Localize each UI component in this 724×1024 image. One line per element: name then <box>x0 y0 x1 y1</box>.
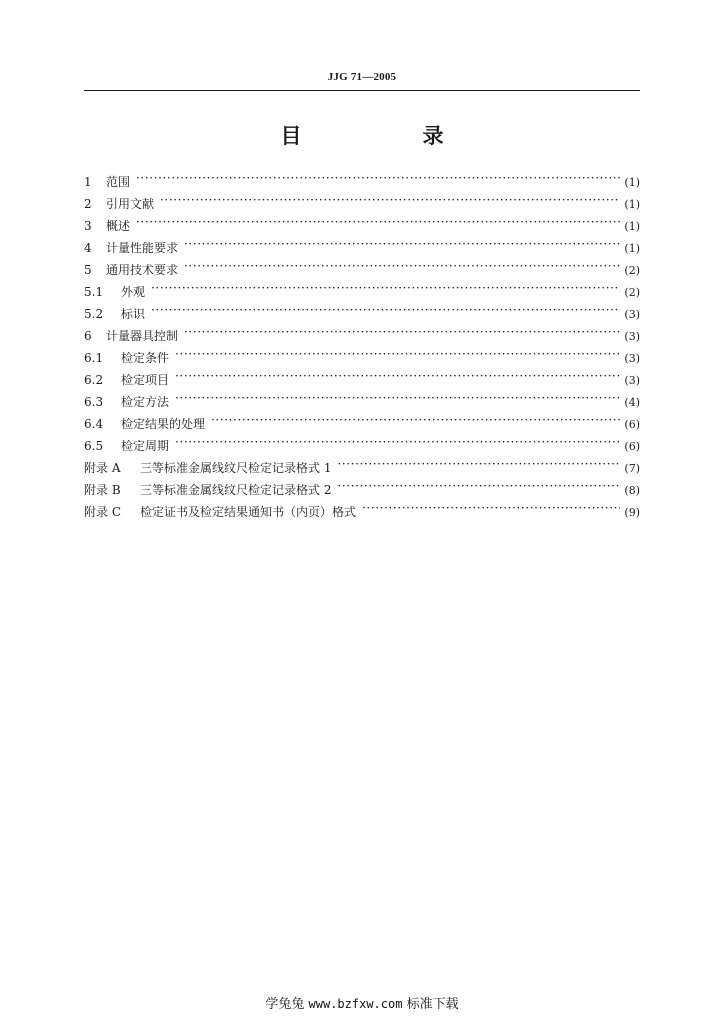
toc-entry-6-1[interactable] <box>84 346 640 368</box>
toc-entry-6[interactable] <box>84 324 640 346</box>
dot-leader <box>335 456 620 472</box>
toc-entry-number: 4 <box>84 241 92 255</box>
toc-entry-page: (7) <box>624 462 640 475</box>
toc-entry-label: 通用技术要求 <box>106 263 179 277</box>
toc-entry-label: 外观 <box>121 285 146 299</box>
toc-entry-number: 2 <box>84 197 92 211</box>
watermark-site-name: 学兔兔 <box>265 997 305 1012</box>
toc-entry-label: 检定证书及检定结果通知书（内页）格式 <box>140 505 357 519</box>
dot-leader <box>209 412 620 428</box>
dot-leader <box>360 500 620 516</box>
toc-entry-page: (3) <box>624 352 640 365</box>
dot-leader <box>134 170 620 186</box>
dot-leader <box>182 324 620 340</box>
toc-entry-number: 附录 C <box>84 505 121 519</box>
toc-list <box>84 170 640 522</box>
toc-entry-6-2[interactable] <box>84 368 640 390</box>
toc-entry-page: (1) <box>624 176 640 189</box>
toc-entry-page: (3) <box>624 374 640 387</box>
toc-entry-label: 范围 <box>106 175 131 189</box>
dot-leader <box>134 214 620 230</box>
toc-entry-label: 计量器具控制 <box>106 329 179 343</box>
toc-entry-label: 概述 <box>106 219 131 233</box>
watermark-site-tagline: 标准下载 <box>406 997 459 1012</box>
toc-entry-label: 检定方法 <box>121 395 170 409</box>
dot-leader <box>173 434 620 450</box>
toc-entry-number: 5.2 <box>84 307 104 321</box>
standard-code: JJG 71—2005 <box>327 71 397 83</box>
toc-entry-page: (3) <box>624 330 640 343</box>
dot-leader <box>335 478 620 494</box>
toc-entry-2[interactable] <box>84 192 640 214</box>
toc-entry-label: 三等标准金属线纹尺检定记录格式 1 <box>140 461 332 475</box>
toc-entry-number: 5 <box>84 263 92 277</box>
dot-leader <box>173 390 620 406</box>
toc-entry-label: 检定周期 <box>121 439 170 453</box>
toc-entry-5-2[interactable] <box>84 302 640 324</box>
header-divider <box>84 90 640 91</box>
dot-leader <box>158 192 620 208</box>
toc-entry-page: (6) <box>624 440 640 453</box>
toc-entry-5[interactable] <box>84 258 640 280</box>
dot-leader <box>182 236 620 252</box>
toc-entry-number: 6.2 <box>84 373 104 387</box>
toc-entry-page: (4) <box>624 396 640 409</box>
toc-title: 目 录 <box>280 124 494 148</box>
toc-entry-label: 标识 <box>121 307 146 321</box>
toc-entry-number: 6.3 <box>84 395 104 409</box>
toc-entry-label: 检定项目 <box>121 373 170 387</box>
toc-entry-number: 6.5 <box>84 439 104 453</box>
toc-entry-5-1[interactable] <box>84 280 640 302</box>
toc-entry-number: 附录 B <box>84 483 121 497</box>
toc-entry-number: 附录 A <box>84 461 121 475</box>
toc-entry-label: 引用文献 <box>106 197 155 211</box>
toc-entry-6-3[interactable] <box>84 390 640 412</box>
toc-entry-6-5[interactable] <box>84 434 640 456</box>
footer-watermark <box>0 993 724 1012</box>
toc-entry-number: 5.1 <box>84 285 104 299</box>
toc-entry-page: (1) <box>624 242 640 255</box>
toc-entry-appendix-b[interactable] <box>84 478 640 500</box>
toc-entry-page: (6) <box>624 418 640 431</box>
toc-entry-number: 6 <box>84 329 92 343</box>
toc-entry-appendix-c[interactable] <box>84 500 640 522</box>
toc-entry-number: 3 <box>84 219 92 233</box>
toc-entry-page: (1) <box>624 198 640 211</box>
toc-entry-label: 三等标准金属线纹尺检定记录格式 2 <box>140 483 332 497</box>
toc-entry-page: (3) <box>624 308 640 321</box>
toc-entry-page: (8) <box>624 484 640 497</box>
toc-entry-1[interactable] <box>84 170 640 192</box>
toc-entry-label: 计量性能要求 <box>106 241 179 255</box>
toc-entry-page: (9) <box>624 506 640 519</box>
toc-entry-6-4[interactable] <box>84 412 640 434</box>
toc-entry-number: 6.4 <box>84 417 104 431</box>
toc-entry-page: (2) <box>624 286 640 299</box>
toc-entry-4[interactable] <box>84 236 640 258</box>
toc-entry-label: 检定条件 <box>121 351 170 365</box>
watermark-site-url[interactable]: www.bzfxw.com <box>308 997 403 1011</box>
toc-entry-label: 检定结果的处理 <box>121 417 206 431</box>
dot-leader <box>182 258 620 274</box>
toc-entry-number: 6.1 <box>84 351 104 365</box>
toc-entry-appendix-a[interactable] <box>84 456 640 478</box>
toc-entry-number: 1 <box>84 175 92 189</box>
dot-leader <box>149 302 620 318</box>
toc-entry-3[interactable] <box>84 214 640 236</box>
toc-entry-page: (2) <box>624 264 640 277</box>
toc-entry-page: (1) <box>624 220 640 233</box>
dot-leader <box>173 368 620 384</box>
dot-leader <box>149 280 620 296</box>
dot-leader <box>173 346 620 362</box>
